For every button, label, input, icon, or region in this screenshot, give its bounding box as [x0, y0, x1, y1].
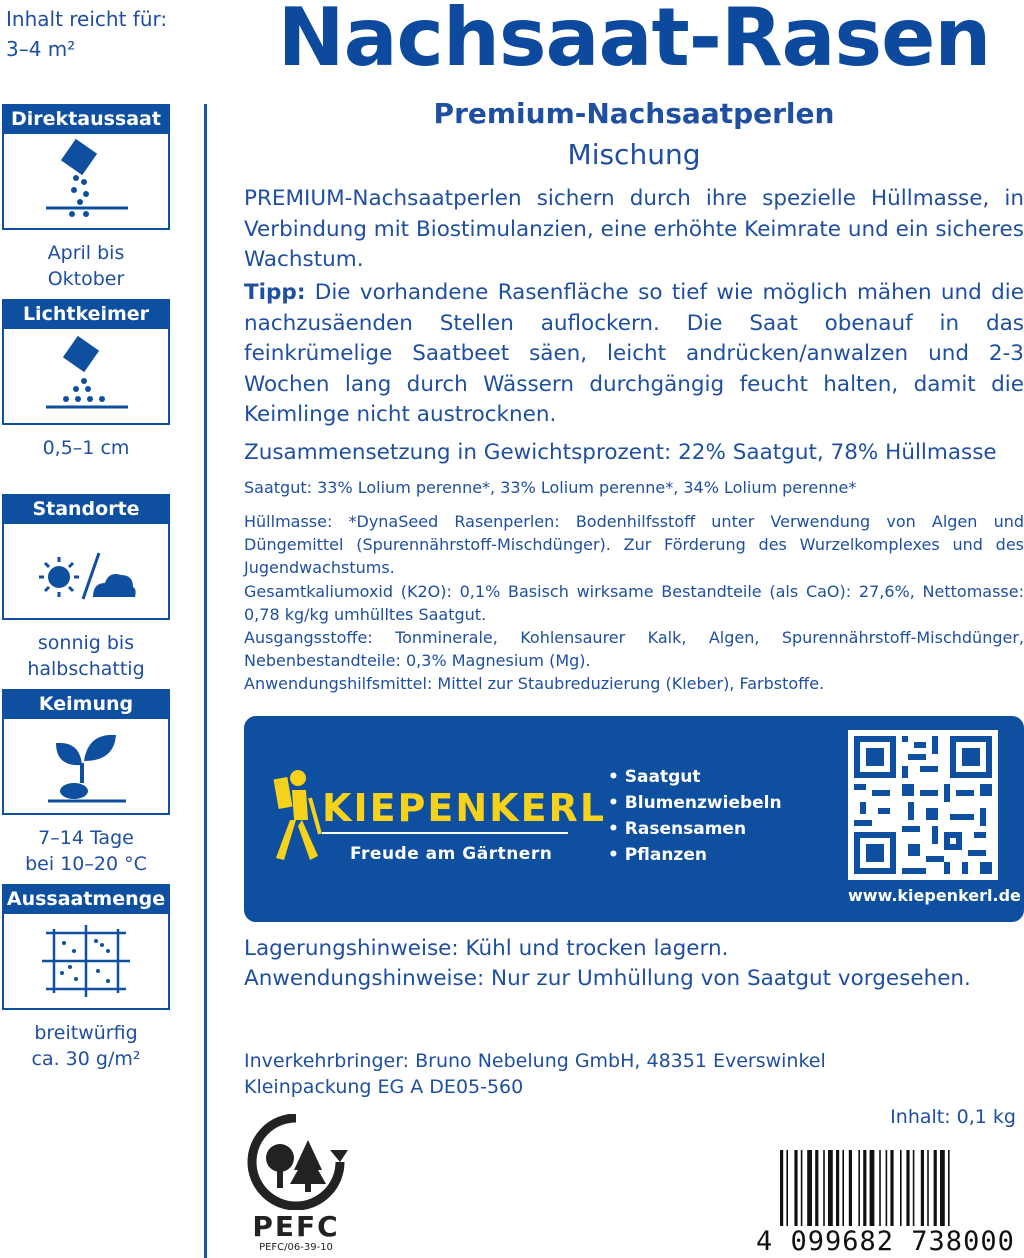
pefc-logo-icon [244, 1114, 348, 1210]
potassium-info: Gesamtkaliumoxid (K2O): 0,1% Basisch wirksame Bestandteile (als CaO): 27,6%, Nettomasse: 0,78 kg/kg umhülltes Saatgut. [244, 582, 1024, 624]
card-label: Keimung [2, 689, 170, 719]
brand-tagline: Freude am Gärtnern [350, 844, 553, 864]
sowing-icon [2, 134, 170, 230]
pefc-label: PEFC [252, 1210, 340, 1243]
seedling-icon [2, 719, 170, 815]
qr-code[interactable] [848, 730, 998, 880]
light-germinator-icon [2, 329, 170, 425]
card-caption-line1: breitwürfig [34, 1022, 138, 1044]
composition-text: Zusammensetzung in Gewichtsprozent: 22% Saatgut, 78% Hüllmasse [244, 440, 997, 465]
raw-materials-info: Ausgangsstoffe: Tonminerale, Kohlensaurer Kalk, Algen, Spurennährstoff-Mischdünger, Nebenbestandteile: 0,3% Magnesium (Mg). [244, 628, 1024, 670]
list-item: • Blumenzwiebeln [608, 790, 782, 816]
pefc-code: PEFC/06-39-10 [259, 1242, 333, 1253]
vertical-divider [204, 104, 207, 1258]
card-caption-line2: Oktober [47, 268, 125, 290]
package-info: Kleinpackung EG A DE05-560 [244, 1076, 524, 1098]
card-caption-line1: April bis [47, 242, 125, 264]
coverage-value: 3–4 m² [6, 37, 76, 61]
usage-note: Anwendungshinweise: Nur zur Umhüllung von Saatgut vorgesehen. [244, 966, 971, 991]
product-type: Mischung [567, 138, 701, 171]
card-label: Direktaussaat [2, 104, 170, 134]
product-description: PREMIUM-Nachsaatperlen sichern durch ihre spezielle Hüllmasse, in Verbindung mit Biostimulanzien, eine erhöhte Keimrate und ein sicheres Wachstum. [244, 186, 1024, 272]
hiker-logo-icon [262, 764, 326, 864]
card-location [2, 494, 170, 682]
seed-composition: Saatgut: 33% Lolium perenne*, 33% Lolium perenne*, 34% Lolium perenne* [244, 478, 857, 497]
list-item: • Pflanzen [608, 842, 782, 868]
list-item: • Rasensamen [608, 816, 782, 842]
card-label: Aussaatmenge [2, 884, 170, 914]
tip-label: Tipp: [244, 280, 306, 305]
card-direct-sowing [2, 104, 170, 292]
logo-underline [322, 832, 568, 834]
barcode-icon [780, 1150, 1016, 1226]
distributor-info: Inverkehrbringer: Bruno Nebelung GmbH, 48351 Everswinkel [244, 1050, 826, 1072]
product-category-list [608, 764, 782, 868]
card-sowing-amount [2, 884, 170, 1072]
storage-note: Lagerungshinweise: Kühl und trocken lagern. [244, 936, 729, 961]
product-subtitle: Premium-Nachsaatperlen [433, 97, 835, 130]
coverage-info [6, 4, 167, 64]
seed-grid-icon [2, 914, 170, 1010]
coating-info: Hüllmasse: *DynaSeed Rasenperlen: Bodenhilfsstoff unter Verwendung von Algen und Düngemittel (Spurennährstoff-Mischdünger). Zur Förderung des Wurzelkomplexes und des Jugendwachstums. [244, 512, 1024, 577]
sun-cloud-icon [2, 524, 170, 620]
card-caption-line2: bei 10–20 °C [25, 853, 147, 875]
card-caption-line1: 0,5–1 cm [42, 437, 130, 459]
card-label: Standorte [2, 494, 170, 524]
coverage-label: Inhalt reicht für: [6, 7, 168, 31]
website-link[interactable]: www.kiepenkerl.de [848, 886, 1021, 905]
brand-logo-text: KIEPENKERL [322, 786, 607, 830]
barcode-number: 4 099682 738000 [756, 1226, 1015, 1257]
card-caption-line1: sonnig bis [37, 632, 135, 654]
card-light-germinator [2, 299, 170, 461]
tip-paragraph [244, 278, 1024, 431]
card-label: Lichtkeimer [2, 299, 170, 329]
page-title: Nachsaat-Rasen [277, 0, 991, 84]
content-amount: Inhalt: 0,1 kg [890, 1106, 1016, 1128]
card-caption-line1: 7–14 Tage [38, 827, 134, 849]
aids-info: Anwendungshilfsmittel: Mittel zur Staubreduzierung (Kleber), Farbstoffe. [244, 674, 825, 693]
tip-text: Die vorhandene Rasenfläche so tief wie möglich mähen und die nachzusäenden Stellen auflockern. Die Saat obenauf in das feinkrümelige Saatbeet säen, leicht andrücken/anwalzen und 2-3 Wochen lang durch Wässern durchgängig feucht halten, damit die Keimlinge nicht austrocknen. [244, 280, 1024, 427]
card-caption-line2: ca. 30 g/m² [31, 1048, 141, 1070]
list-item: • Saatgut [608, 764, 782, 790]
card-caption-line2: halbschattig [27, 658, 145, 680]
card-germination [2, 689, 170, 877]
